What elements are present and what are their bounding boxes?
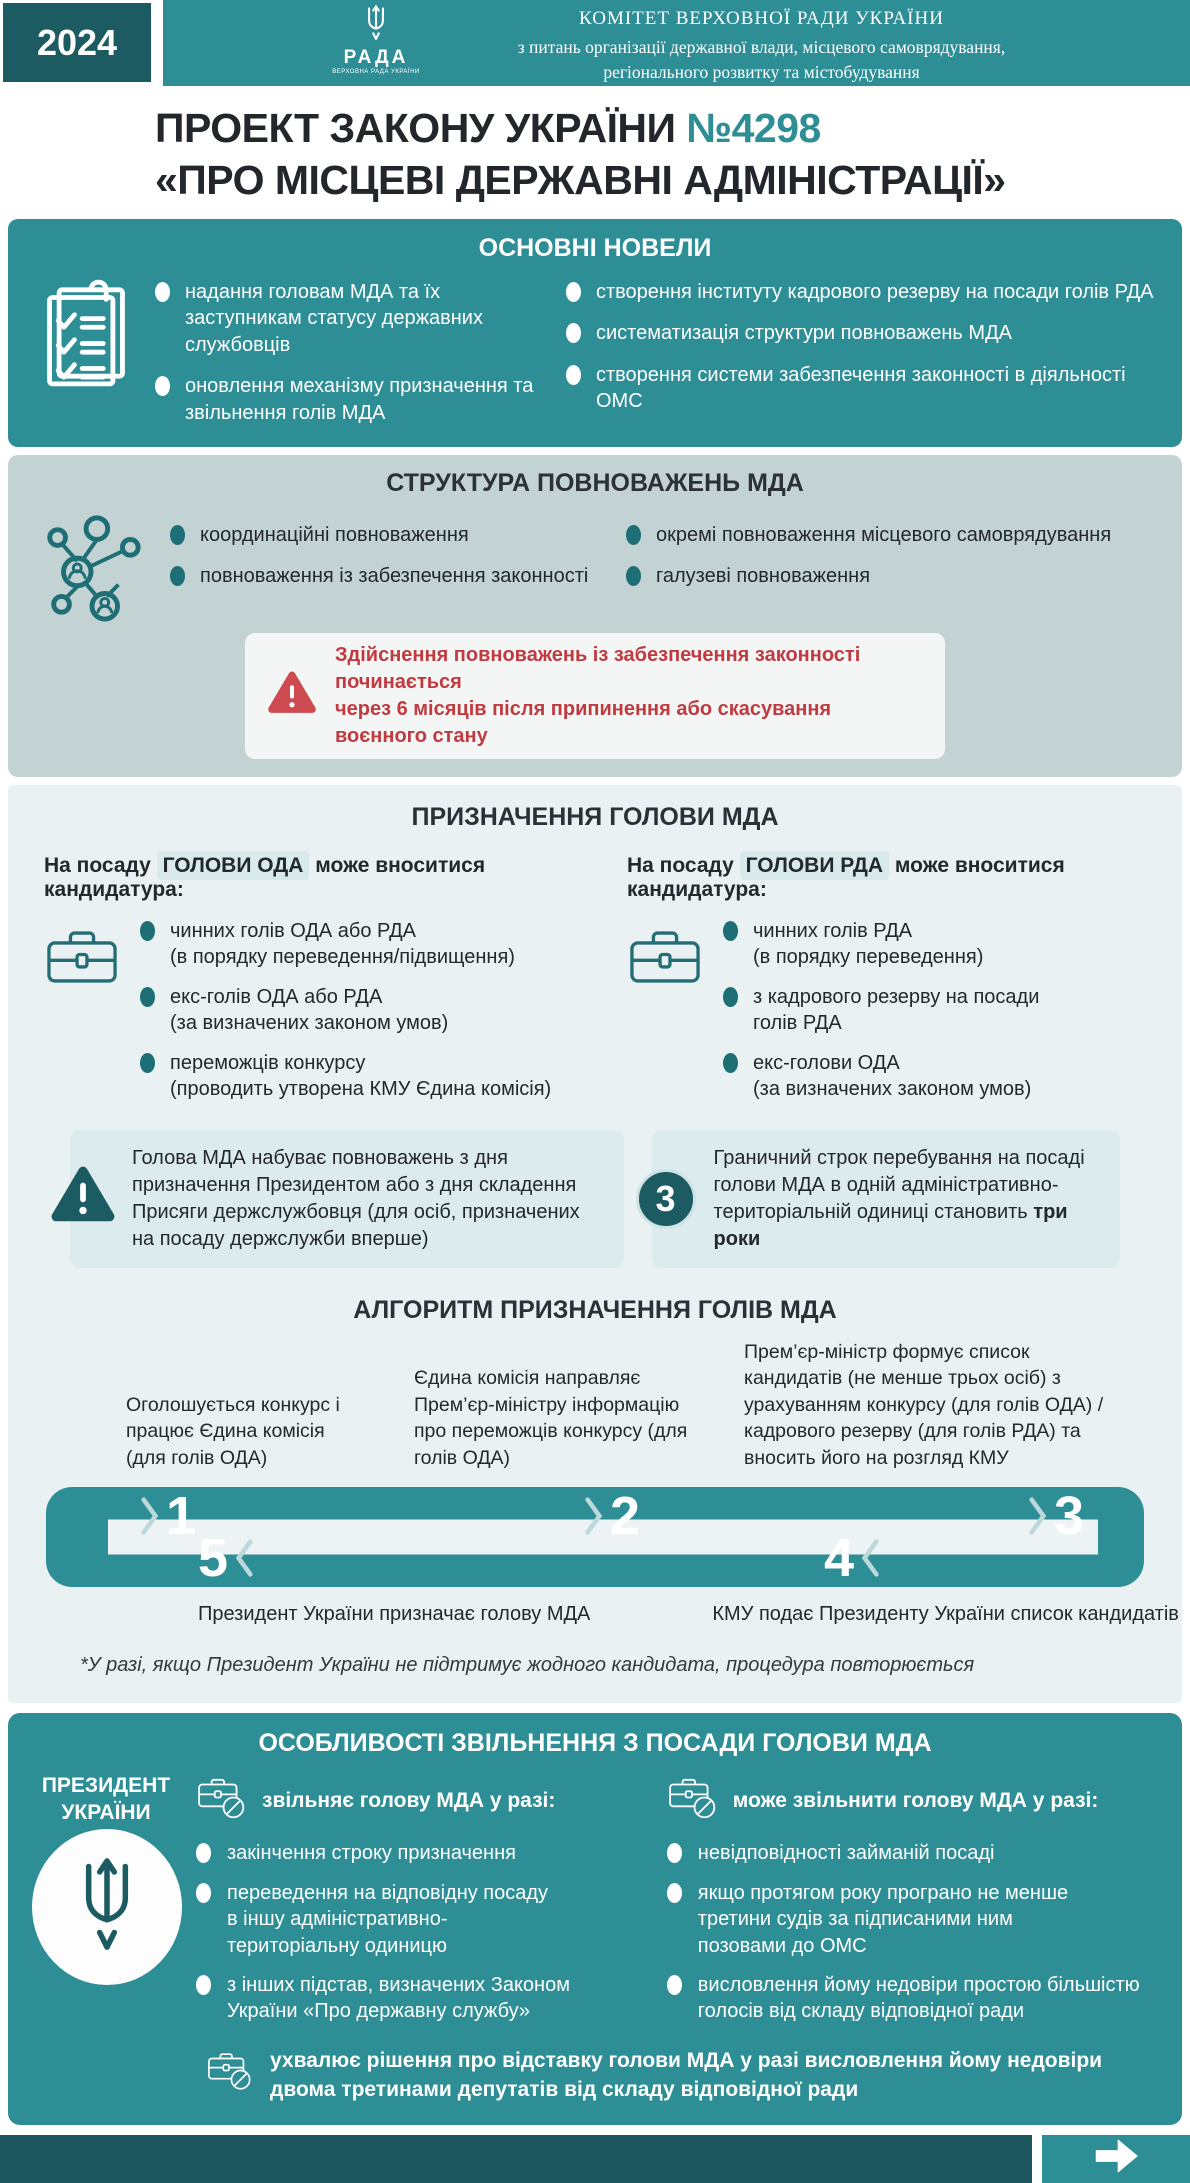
may-dismiss-column	[667, 1776, 1156, 2037]
step-2-text: Єдина комісія направляє Прем’єр-міністру інформацію про переможців конкурсу (для голів ОДА)	[414, 1367, 688, 1469]
power-text: повноваження із забезпечення законності	[200, 565, 589, 588]
resolution-text: ухвалює рішення про відставку голови МДА у разі висловлення йому недовіри двома третинами депутатів від складу відповідної ради	[270, 2048, 1103, 2102]
candidate-note: (проводить утворена КМУ Єдина комісія)	[170, 1077, 552, 1100]
term-note-text: Граничний строк перебування на посаді голови МДА в одній адміністративно-територіальній одиниці становить	[713, 1146, 1085, 1223]
list-item	[667, 1840, 1156, 1866]
list-item	[196, 1972, 633, 2025]
step-3-text: Прем’єр-міністр формує список кандидатів (не менше трьох осіб) з урахуванням конкурсу (для голів ОДА) / кадрового резерву (для голів РДА) та вносить його на розгляд КМУ	[744, 1340, 1104, 1469]
bullet-icon	[667, 1975, 682, 1995]
step-1-text: Оголошується конкурс і працює Єдина комісія (для голів ОДА)	[126, 1393, 340, 1469]
novelty-text: систематизація структури повноважень МДА	[596, 322, 1012, 345]
list-item	[566, 279, 1160, 305]
list-item	[667, 1880, 1156, 1959]
structure-title: СТРУКТУРА ПОВНОВАЖЕНЬ МДА	[386, 468, 804, 497]
list-item	[140, 1050, 551, 1102]
list-item	[155, 279, 540, 358]
section-appointment	[8, 785, 1182, 1704]
list-item	[140, 918, 551, 970]
power-text: координаційні повноваження	[200, 523, 469, 546]
heading-highlight: ГОЛОВИ РДА	[740, 851, 889, 880]
checklist-icon	[30, 279, 155, 441]
dismiss-reason: якщо протягом року програно не менше третини судів за підписаними ним позовами до ОМС	[697, 1881, 1069, 1957]
next-page-button[interactable]	[1042, 2135, 1190, 2183]
candidate-main: чинних голів РДА	[753, 919, 913, 942]
novelty-text: надання головам МДА та їх заступникам статусу державних службовців	[185, 280, 483, 356]
list-item	[723, 918, 1073, 970]
candidate-note: (за визначених законом умов)	[170, 1011, 449, 1034]
steps-band	[46, 1487, 1144, 1587]
header-bar	[163, 0, 1190, 86]
section-novelties	[8, 219, 1182, 447]
list-item	[723, 984, 1073, 1036]
step-5-text: Президент України призначає голову МДА	[198, 1603, 591, 1626]
power-text: окремі повноваження місцевого самоврядування	[656, 523, 1112, 546]
arrow-right-icon	[1089, 2134, 1143, 2183]
warning-line2: через 6 місяців після припинення або скасування воєнного стану	[335, 697, 832, 747]
step-marker-2	[578, 1487, 640, 1545]
list-item	[170, 563, 600, 589]
candidate-main: екс-голів ОДА або РДА	[170, 985, 383, 1008]
heading-prefix: На посаду	[627, 853, 734, 877]
bullet-icon	[566, 282, 581, 302]
list-item	[140, 984, 551, 1036]
dismiss-reason: з інших підстав, визначених Законом України «Про державну службу»	[227, 1974, 570, 2023]
logo-title: РАДА	[343, 47, 409, 68]
bullet-icon	[155, 376, 170, 396]
list-item	[155, 373, 540, 426]
heading-suffix: може вноситися кандидатура:	[44, 853, 486, 901]
step-marker-1	[134, 1487, 196, 1545]
list-item	[196, 1880, 633, 1959]
bullet-icon	[667, 1843, 682, 1863]
candidate-main: чинних голів ОДА або РДА	[170, 919, 416, 942]
heading-highlight: ГОЛОВИ ОДА	[157, 851, 310, 880]
step-marker-4	[824, 1529, 886, 1587]
novelty-text: створення системи забезпечення законності в діяльності ОМС	[596, 363, 1126, 413]
bill-number: №4298	[686, 105, 821, 151]
president-line1: ПРЕЗИДЕНТ	[41, 1774, 171, 1798]
novelty-text: оновлення механізму призначення та звільнення голів МДА	[185, 375, 534, 424]
candidate-main: переможців конкурсу	[170, 1051, 366, 1074]
resolution-note	[206, 2046, 1106, 2105]
title-line1	[155, 102, 1170, 154]
rda-heading	[627, 854, 1148, 902]
title-line2: «ПРО МІСЦЕВІ ДЕРЖАВНІ АДМІНІСТРАЦІЇ»	[155, 157, 1006, 204]
bullet-icon	[723, 987, 738, 1007]
heading-suffix: може вноситися кандидатура:	[627, 853, 1065, 901]
novelty-text: створення інституту кадрового резерву на посади голів РДА	[596, 280, 1154, 303]
three-badge: 3	[636, 1169, 696, 1229]
step-number: 4	[824, 1528, 855, 1589]
list-item	[196, 1840, 633, 1866]
list-item	[566, 362, 1160, 415]
dismiss-reason: закінчення строку призначення	[227, 1842, 516, 1865]
algorithm-title: АЛГОРИТМ ПРИЗНАЧЕННЯ ГОЛІВ МДА	[353, 1295, 837, 1324]
bullet-icon	[170, 566, 185, 586]
bullet-icon	[566, 365, 581, 385]
year-label: 2024	[36, 21, 118, 63]
bullet-icon	[667, 1883, 682, 1903]
step-marker-3	[1022, 1487, 1084, 1545]
bullet-icon	[196, 1883, 211, 1903]
power-text: галузеві повноваження	[656, 565, 871, 588]
appointment-title: ПРИЗНАЧЕННЯ ГОЛОВИ МДА	[411, 802, 779, 831]
step-marker-5	[198, 1529, 260, 1587]
briefcase-icon	[44, 926, 120, 1116]
network-icon	[30, 510, 170, 627]
bullet-icon	[196, 1843, 211, 1863]
oda-heading	[44, 854, 565, 902]
novelties-title: ОСНОВНІ НОВЕЛИ	[478, 233, 712, 262]
bullet-icon	[626, 566, 641, 586]
list-item	[566, 320, 1160, 346]
dismiss-reason: переведення на відповідну посаду в іншу адміністративно-територіальну одиницю	[227, 1881, 549, 1957]
dismiss-reason: висловлення йому недовіри простою більшістю голосів від складу відповідної ради	[697, 1974, 1140, 2023]
step-number: 2	[610, 1486, 641, 1547]
dismisses-column	[196, 1776, 633, 2037]
candidate-note: (в порядку переведення)	[753, 945, 984, 968]
step-number: 3	[1054, 1486, 1085, 1547]
candidate-main: з кадрового резерву на посади голів РДА	[753, 985, 1040, 1034]
trident-icon	[74, 1857, 140, 1958]
section-dismissal	[8, 1713, 1182, 2124]
authority-note-text: Голова МДА набуває повноважень з дня призначення Президентом або з дня складення Присяги держслужбовця (для осіб, призначених на посаду держслужби вперше)	[132, 1146, 580, 1250]
logo-subtitle: ВЕРХОВНА РАДА УКРАЇНИ	[332, 69, 420, 75]
bullet-icon	[723, 1053, 738, 1073]
algorithm-footnote: *У разі, якщо Президент України не підтримує жодного кандидата, процедура повторюється	[80, 1654, 975, 1677]
candidate-note: (в порядку переведення/підвищення)	[170, 945, 515, 968]
dismiss-reason: невідповідності займаній посаді	[697, 1842, 995, 1865]
bullet-icon	[196, 1975, 211, 1995]
term-note	[652, 1130, 1120, 1268]
list-item	[170, 522, 600, 548]
may-dismiss-heading: може звільнити голову МДА у разі:	[732, 1789, 1099, 1813]
candidate-note: (за визначених законом умов)	[753, 1077, 1032, 1100]
bullet-icon	[140, 987, 155, 1007]
page-footer	[0, 2135, 1190, 2183]
warning-line1: Здійснення повноважень із забезпечення законності починається	[335, 643, 861, 693]
page-header	[0, 0, 1190, 86]
rda-column	[609, 854, 1148, 1116]
dismissal-title: ОСОБЛИВОСТІ ЗВІЛЬНЕННЯ З ПОСАДИ ГОЛОВИ МДА	[258, 1729, 932, 1758]
exclamation-triangle-icon	[50, 1165, 116, 1233]
bullet-icon	[170, 525, 185, 545]
committee-line2: з питань організації державної влади, місцевого самоврядування,	[517, 37, 1006, 57]
step-number: 1	[166, 1486, 197, 1547]
year-badge	[3, 3, 151, 82]
briefcase-ban-icon	[667, 1776, 719, 1826]
bullet-icon	[626, 525, 641, 545]
term-note-bold: три роки	[713, 1200, 1068, 1250]
warning-note	[245, 633, 945, 759]
list-item	[723, 1050, 1073, 1102]
list-item	[667, 1972, 1156, 2025]
list-item	[626, 522, 1160, 548]
warning-text	[335, 642, 923, 750]
bullet-icon	[140, 921, 155, 941]
dismisses-heading: звільняє голову МДА у разі:	[262, 1789, 556, 1813]
title-line1-text: ПРОЕКТ ЗАКОНУ УКРАЇНИ	[155, 105, 676, 151]
committee-name	[333, 8, 1190, 86]
warning-triangle-icon	[267, 670, 317, 721]
president-label	[36, 1773, 176, 1826]
committee-line1: КОМІТЕТ ВЕРХОВНОЇ РАДИ УКРАЇНИ	[579, 8, 944, 29]
page-title	[155, 102, 1170, 207]
president-emblem	[32, 1829, 182, 1985]
president-line2: УКРАЇНИ	[61, 1800, 151, 1824]
bullet-icon	[566, 323, 581, 343]
section-structure	[8, 455, 1182, 777]
bullet-icon	[723, 921, 738, 941]
briefcase-ban-icon	[206, 2050, 254, 2100]
bullet-icon	[140, 1053, 155, 1073]
committee-line3: регіонального розвитку та містобудування	[603, 62, 920, 83]
bullet-icon	[155, 282, 170, 302]
footer-bar	[0, 2135, 1032, 2183]
list-item	[626, 563, 1160, 589]
oda-column	[44, 854, 565, 1116]
candidate-main: екс-голови ОДА	[753, 1051, 900, 1074]
briefcase-ban-icon	[196, 1776, 248, 1826]
step-number: 5	[198, 1528, 229, 1589]
authority-note	[70, 1130, 624, 1268]
step-4-text: КМУ подає Президенту України список кандидатів	[712, 1603, 1179, 1626]
briefcase-icon	[627, 926, 703, 1116]
heading-prefix: На посаду	[44, 853, 151, 877]
